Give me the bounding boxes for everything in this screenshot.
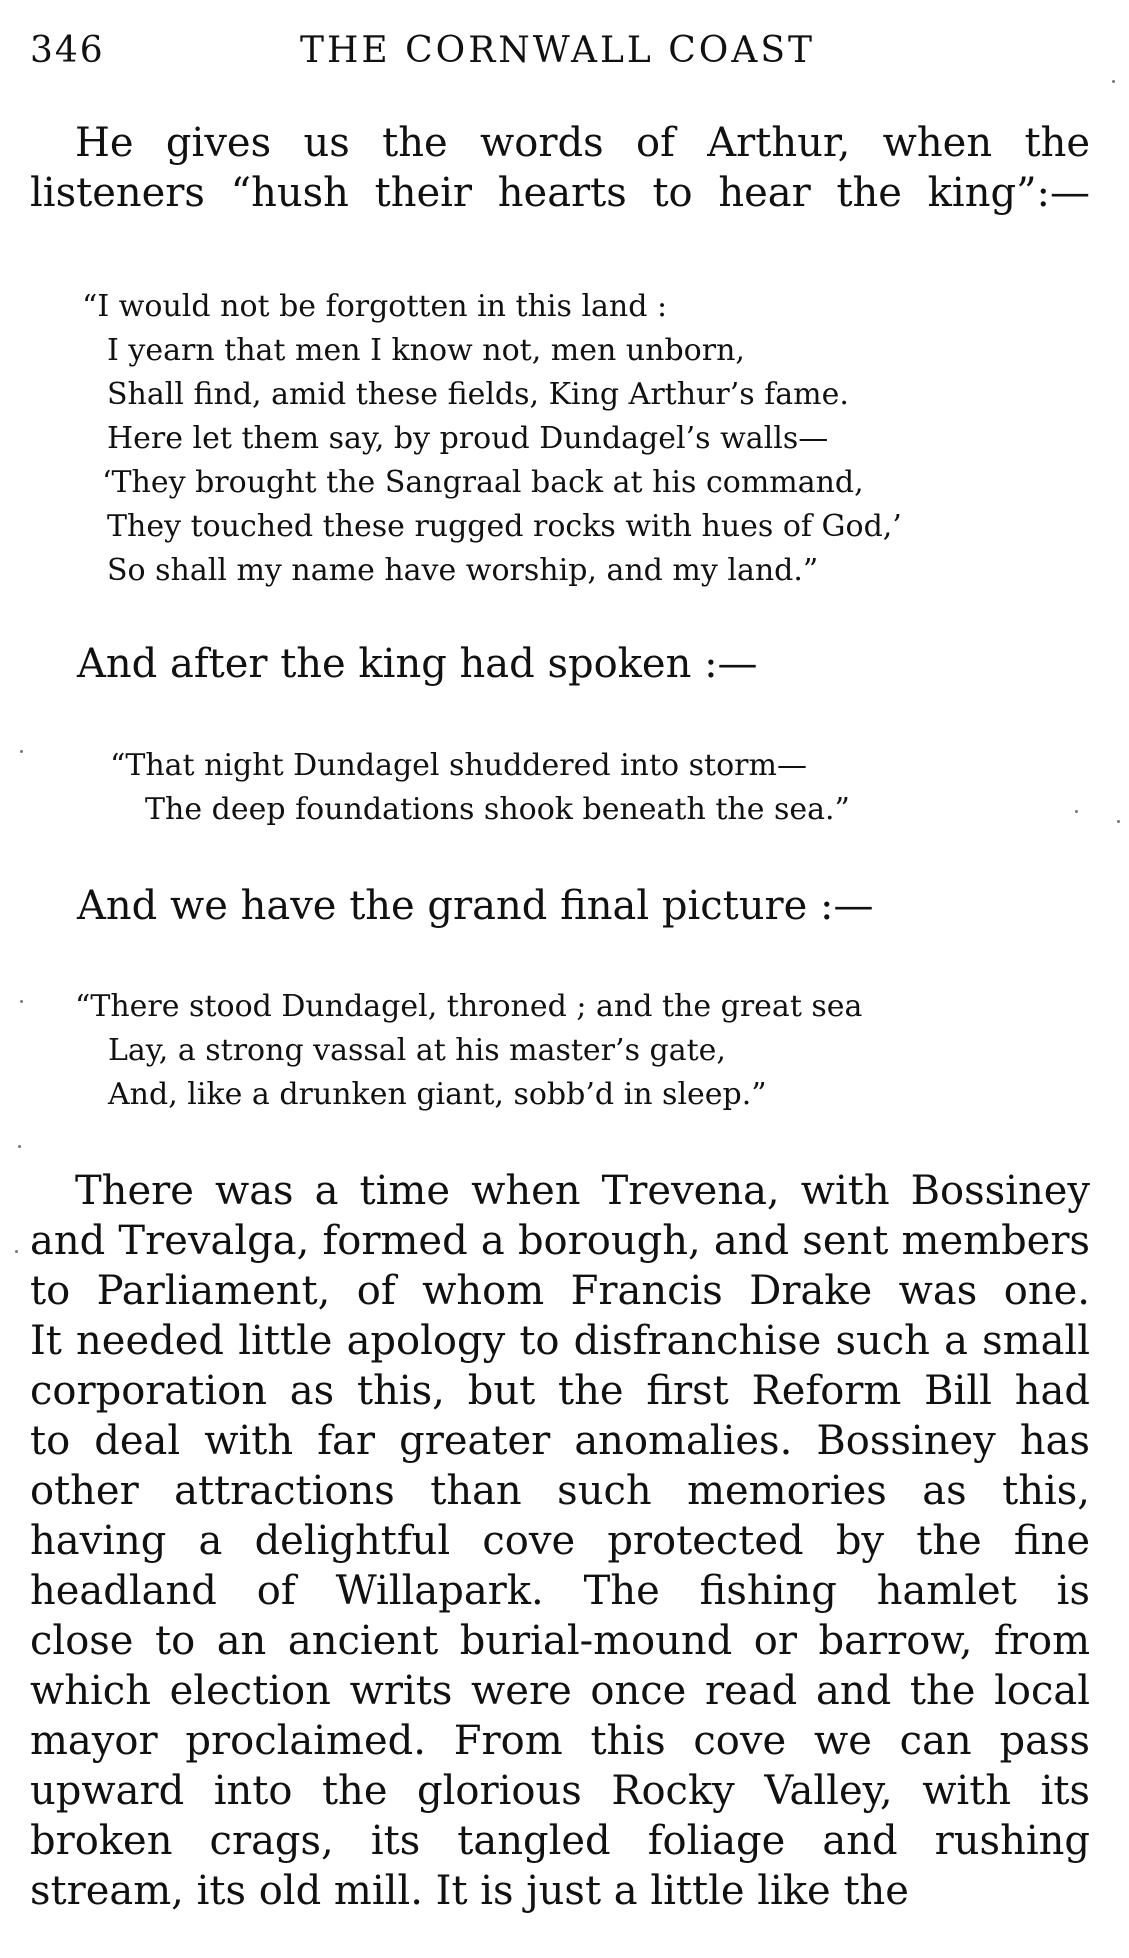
scan-speck bbox=[20, 1000, 23, 1003]
text-line: There was a time when Trevena, with Bossiney bbox=[75, 1168, 1090, 1214]
scan-speck bbox=[1075, 810, 1078, 813]
verse-quotation-arthur bbox=[82, 285, 902, 593]
running-title: THE CORNWALL COAST bbox=[300, 30, 815, 71]
running-header bbox=[30, 30, 1090, 80]
verse-line: So shall my name have worship, and my land.” bbox=[107, 553, 819, 588]
page-number: 346 bbox=[30, 30, 105, 71]
verse-line: And, like a drunken giant, sobb’d in sleep.” bbox=[108, 1077, 767, 1112]
text-line: other attractions than such memories as this, bbox=[30, 1468, 1090, 1514]
scan-speck bbox=[1117, 820, 1120, 823]
verse-line: Shall find, amid these fields, King Arthur’s fame. bbox=[107, 377, 849, 412]
text-line: He gives us the words of Arthur, when the bbox=[75, 120, 1090, 166]
scan-speck bbox=[15, 1250, 18, 1253]
intro-line-king-spoken: And after the king had spoken :— bbox=[77, 641, 758, 687]
intro-line-final-picture: And we have the grand final picture :— bbox=[77, 883, 874, 929]
scan-speck bbox=[20, 750, 23, 753]
opening-paragraph bbox=[30, 118, 1090, 218]
text-line: which election writs were once read and the local bbox=[30, 1668, 1090, 1714]
text-line: headland of Willapark. The fishing hamlet is bbox=[30, 1568, 1090, 1614]
text-line: corporation as this, but the first Reform Bill had bbox=[30, 1368, 1090, 1414]
text-line: broken crags, its tangled foliage and rushing bbox=[30, 1818, 1090, 1864]
verse-line: “That night Dundagel shuddered into storm— bbox=[110, 748, 807, 783]
text-line: mayor proclaimed. From this cove we can pass bbox=[30, 1718, 1090, 1764]
text-line: and Trevalga, formed a borough, and sent members bbox=[30, 1218, 1090, 1264]
verse-line: ‘They brought the Sangraal back at his command, bbox=[102, 465, 864, 500]
verse-line: They touched these rugged rocks with hues of God,’ bbox=[107, 509, 902, 544]
text-line: having a delightful cove protected by the fine bbox=[30, 1518, 1090, 1564]
verse-line: The deep foundations shook beneath the sea.” bbox=[145, 792, 850, 827]
scan-speck bbox=[18, 1145, 21, 1148]
text-line: listeners “hush their hearts to hear the king”:— bbox=[30, 170, 1090, 216]
text-line: upward into the glorious Rocky Valley, with its bbox=[30, 1768, 1090, 1814]
text-line: It needed little apology to disfranchise such a small bbox=[30, 1318, 1090, 1364]
verse-quotation-storm bbox=[110, 744, 850, 832]
verse-line: “There stood Dundagel, throned ; and the great sea bbox=[75, 989, 863, 1024]
text-line: close to an ancient burial-mound or barrow, from bbox=[30, 1618, 1090, 1664]
verse-line: “I would not be forgotten in this land : bbox=[82, 289, 668, 324]
closing-paragraph bbox=[30, 1166, 1090, 1916]
verse-quotation-dundagel bbox=[75, 985, 862, 1117]
scan-speck bbox=[1112, 80, 1115, 83]
verse-line: Lay, a strong vassal at his master’s gate, bbox=[108, 1033, 726, 1068]
text-line: stream, its old mill. It is just a little like the bbox=[30, 1868, 909, 1914]
verse-line: Here let them say, by proud Dundagel’s walls— bbox=[107, 421, 829, 456]
verse-line: I yearn that men I know not, men unborn, bbox=[107, 333, 745, 368]
text-line: to deal with far greater anomalies. Bossiney has bbox=[30, 1418, 1090, 1464]
text-line: to Parliament, of whom Francis Drake was one. bbox=[30, 1268, 1090, 1314]
